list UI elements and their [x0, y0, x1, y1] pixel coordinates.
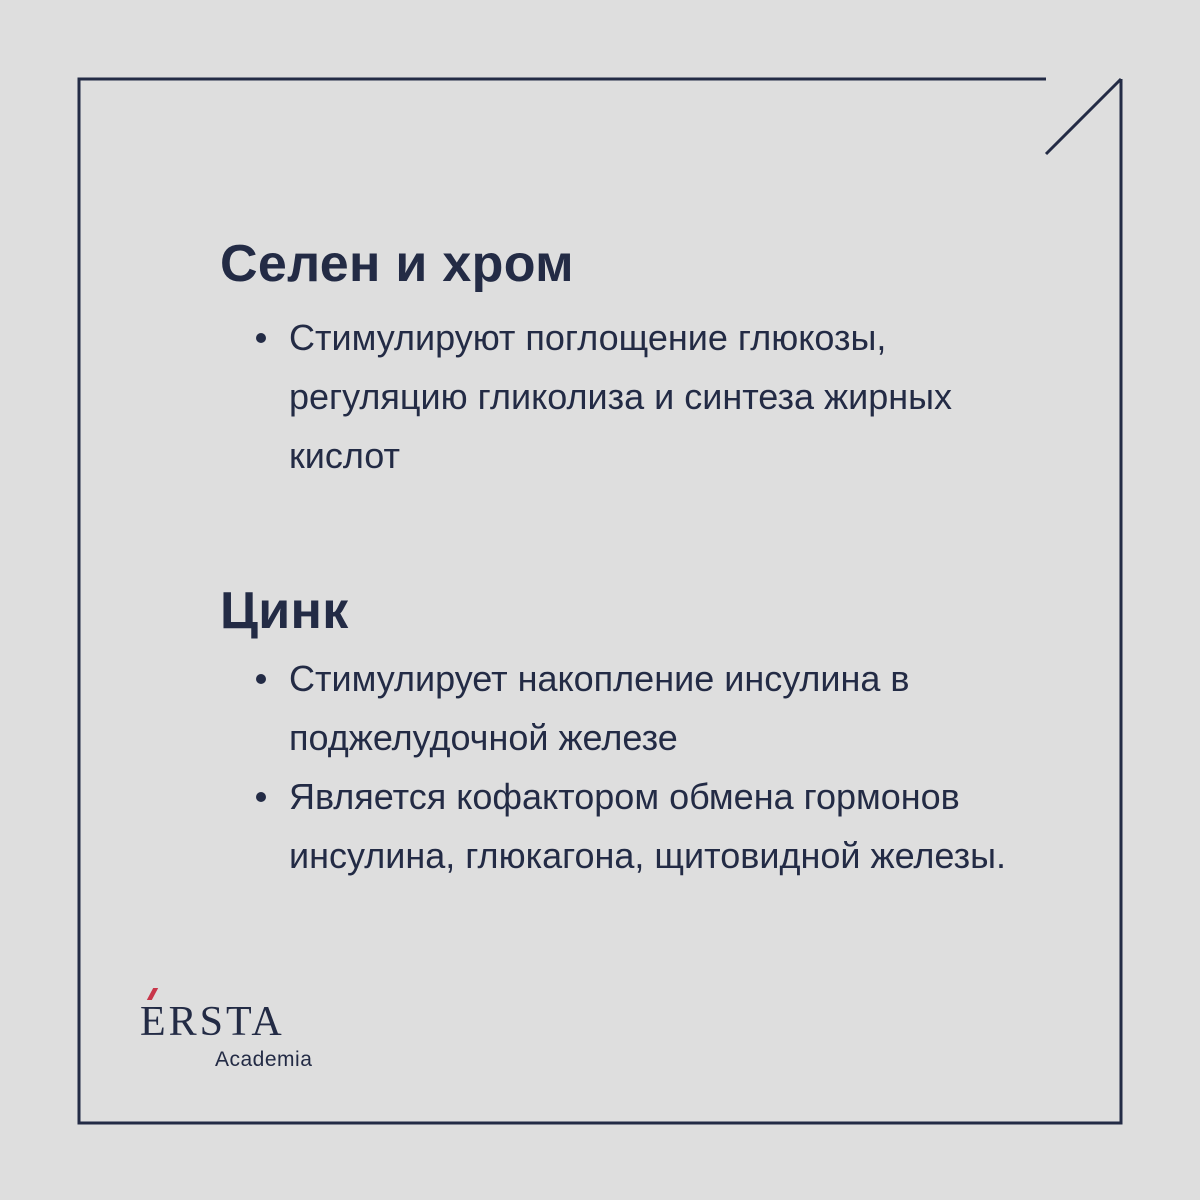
bullet-text: Стимулирует накопление инсулина в поджелудочной железе	[289, 658, 910, 758]
bullet-text: Является кофактором обмена гормонов инсулина, глюкагона, щитовидной железы.	[289, 776, 1007, 876]
bullet-dot-icon	[256, 674, 266, 684]
bullet-dot-icon	[256, 792, 266, 802]
bullet-text: Стимулируют поглощение глюкозы, регуляцию гликолиза и синтеза жирных кислот	[289, 317, 953, 476]
logo-subtitle: Academia	[215, 1048, 313, 1071]
bullet-list	[220, 308, 1040, 485]
brand-logo	[140, 1000, 312, 1072]
frame-corner-diagonal	[1046, 79, 1121, 154]
section-selenium-chromium	[220, 232, 1040, 485]
section-title: Цинк	[220, 582, 349, 640]
logo-wordmark-text: ERSTA	[140, 999, 285, 1045]
bullet-item	[220, 649, 1040, 767]
bullet-item	[220, 308, 1040, 485]
logo-wordmark	[140, 1000, 312, 1044]
bullet-list	[220, 649, 1040, 885]
section-title: Селен и хром	[220, 235, 574, 293]
section-zinc	[220, 579, 1040, 885]
bullet-item	[220, 767, 1040, 885]
bullet-dot-icon	[256, 333, 266, 343]
content-area	[220, 232, 1040, 885]
